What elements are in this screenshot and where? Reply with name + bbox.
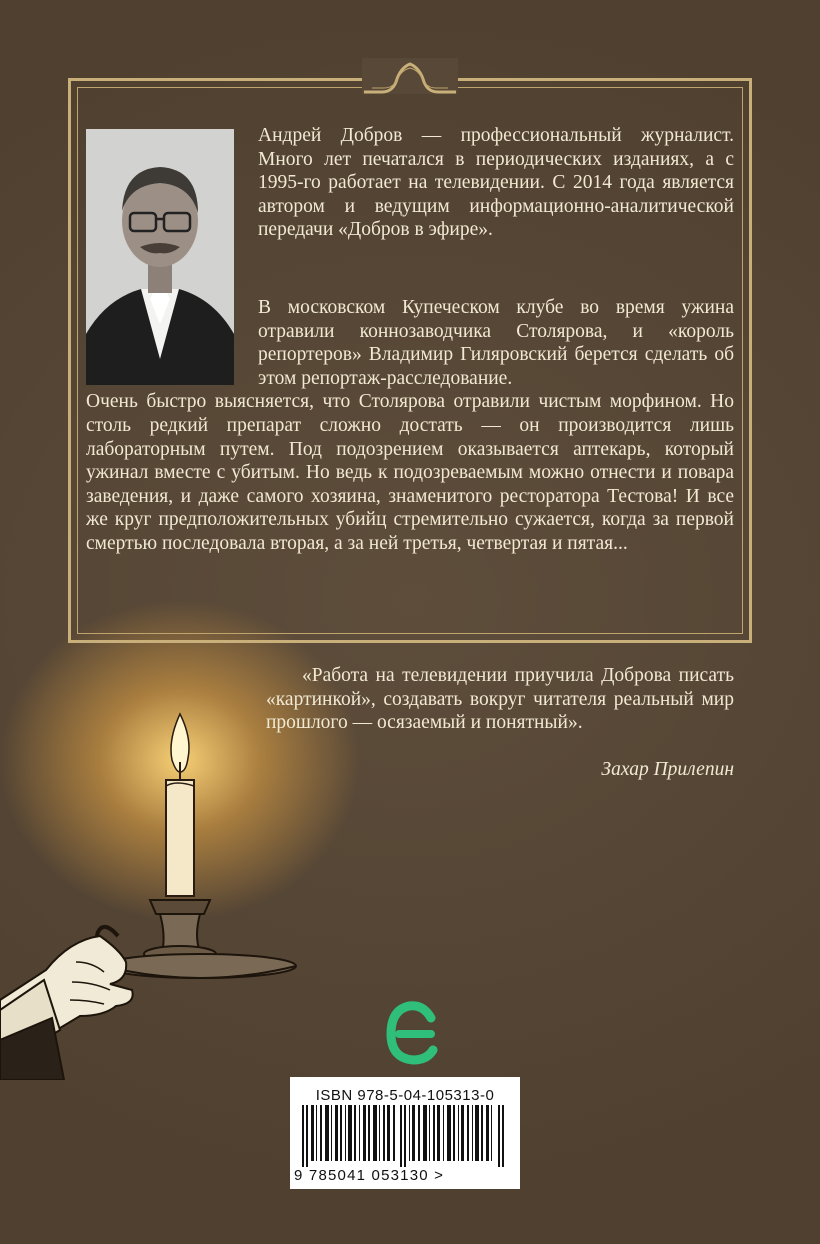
- isbn-label: ISBN 978-5-04-105313-0: [315, 1087, 495, 1104]
- synopsis-rest: Очень быстро выясняется, что Столярова отравили чистым морфином. Но столь редкий препарат сложно достать — он производится лишь лабораторным путем. Под подозрением оказывается аптекарь, который ужинал вместе с убитым. Но ведь к подозреваемым можно отнести и повара заведения, и даже самого хозяина, знаменитого ресторатора Тестова! И все же круг предположительных убийц стремительно сужается, когда за первой смертью последовала вторая, а за ней третья, четвертая и пятая...: [86, 391, 734, 554]
- frame-crest-ornament: [362, 58, 458, 94]
- publisher-logo-icon: [385, 1000, 439, 1071]
- quote-author: Захар Прилепин: [601, 759, 734, 780]
- candle-hand-illustration: [0, 700, 320, 1085]
- synopsis: [86, 296, 734, 556]
- review-quote: «Работа на телевидении приучила Доброва писать «картинкой», создавать вокруг читателя реальный мир прошлого — осязаемый и понятный».: [266, 665, 734, 734]
- barcode-bars: [302, 1105, 508, 1167]
- author-bio: Андрей Добров — профессиональный журналист. Много лет печатался в периодических изданиях, а с 1995-го работает на телевидении. С 2014 года является автором и ведущим информационно-аналитической передачи «Добров в эфире».: [258, 125, 734, 241]
- synopsis-top: В московском Купеческом клубе во время ужина отравили коннозаводчика Столярова, и «король репортеров» Владимир Гиляровский берется сделать об этом репортаж-расследование.: [258, 297, 734, 389]
- barcode-digits: 9 785041 053130 >: [294, 1167, 445, 1184]
- isbn-barcode: [290, 1077, 520, 1189]
